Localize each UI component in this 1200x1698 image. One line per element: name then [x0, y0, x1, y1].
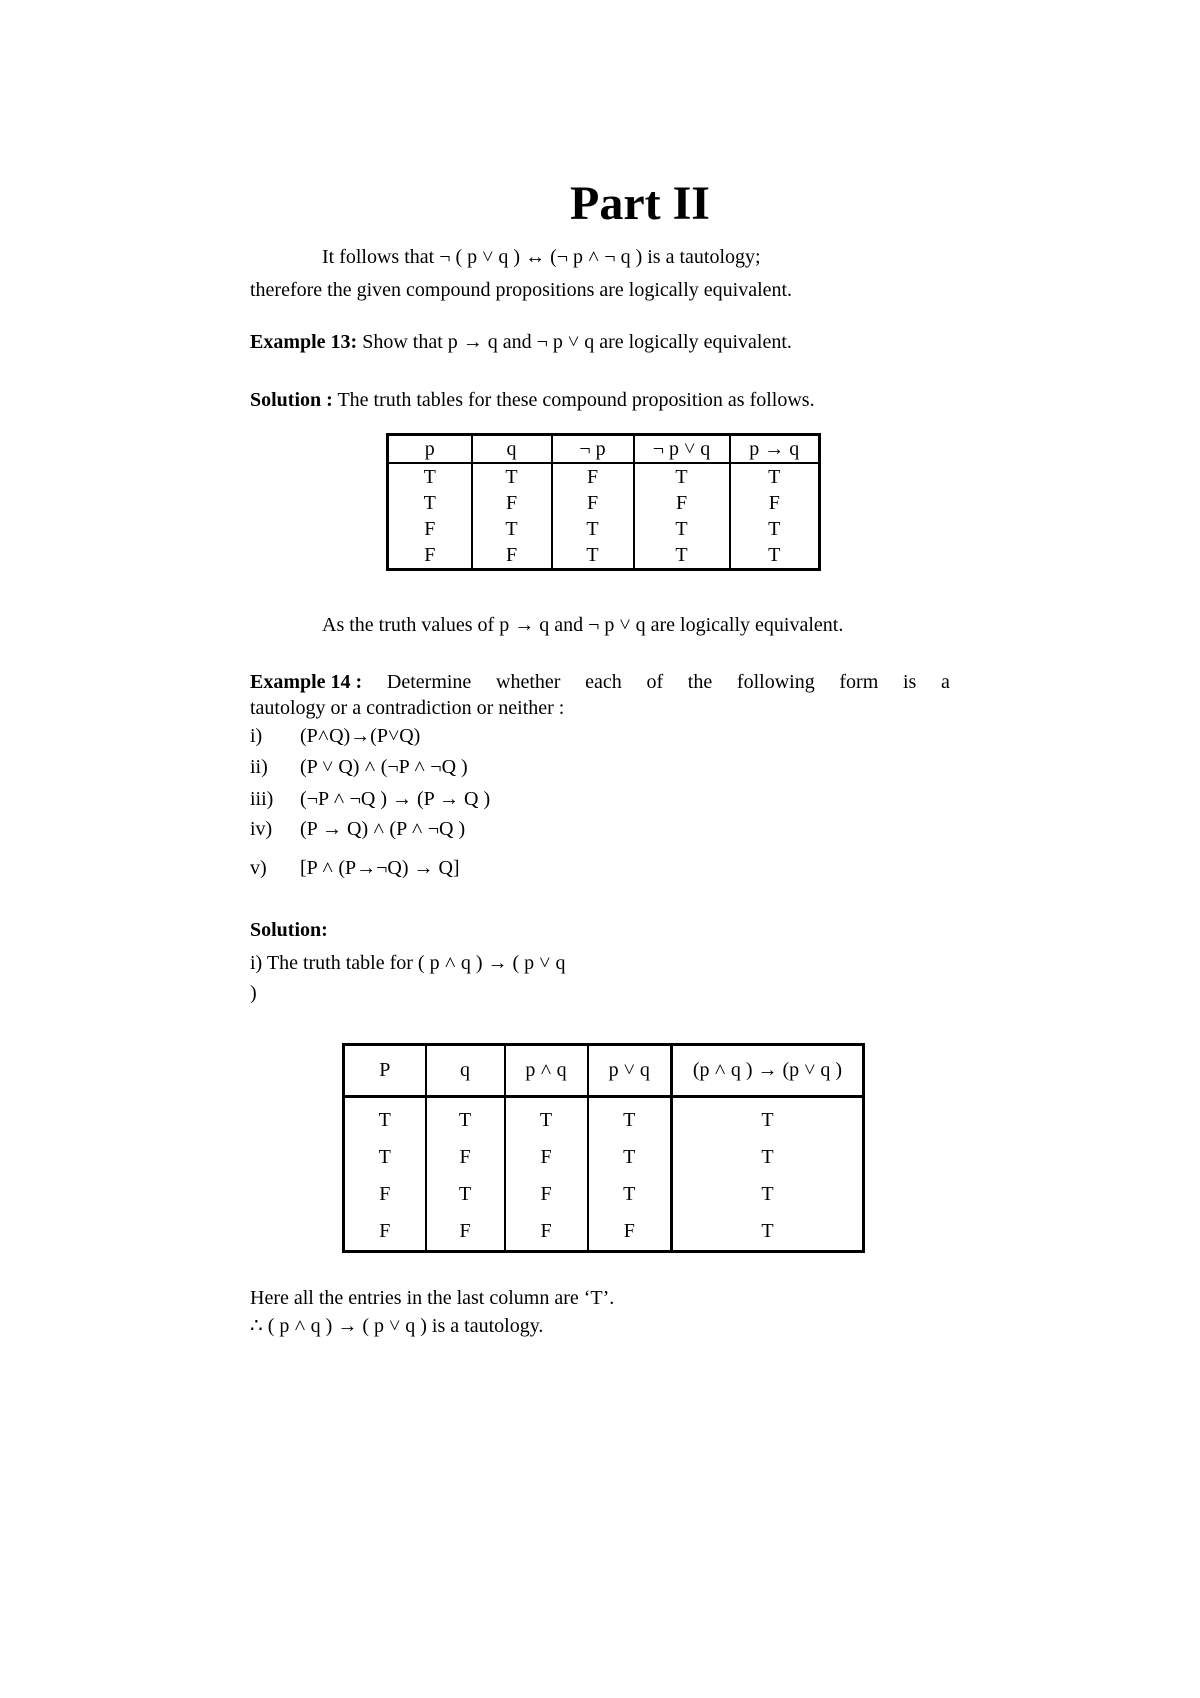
table-1-row [388, 542, 820, 570]
example-14-item [250, 856, 460, 880]
table-2-cell: F [505, 1213, 588, 1252]
example-14-item [250, 724, 420, 748]
table-1-cell: F [424, 544, 436, 566]
example-14-word: form [839, 671, 879, 693]
table-2-cell: T [426, 1097, 505, 1140]
example-14-word: whether [496, 671, 561, 693]
table-2-cell: F [379, 1183, 391, 1205]
example-14-word: following [736, 671, 815, 693]
table-2-cell: T [378, 1146, 391, 1168]
table-1-cell: T [634, 542, 730, 570]
table-2-cell: T [672, 1213, 864, 1252]
example-14-word: the [687, 671, 713, 693]
table-1-cell: T [730, 463, 820, 490]
example-13 [250, 330, 792, 354]
table-2-header-cell: p ˅ q [588, 1045, 672, 1097]
example-14-item [250, 787, 490, 811]
table-2-cell: F [379, 1220, 391, 1242]
table-1-cell: T [634, 516, 730, 542]
table-1-cell: T [552, 542, 634, 570]
table-2-row [344, 1097, 864, 1140]
example-14-line-2: tautology or a contradiction or neither : [250, 697, 565, 719]
solution-14-label: Solution: [250, 919, 328, 941]
table-1-cell: F [552, 490, 634, 516]
truth-table-2 [342, 1043, 865, 1253]
truth-table-1 [386, 433, 821, 571]
page-title: Part II [570, 177, 710, 230]
intro-line-2: therefore the given compound propositions are logically equivalent. [250, 279, 793, 301]
table-1-cell: F [472, 490, 552, 516]
table-1-cell: T [472, 516, 552, 542]
table-2-cell: T [672, 1176, 864, 1213]
table-2-cell: F [426, 1139, 505, 1176]
item-number: iv) [250, 818, 273, 840]
item-expression: (P → Q) ˄ (P ˄ ¬Q ) [300, 818, 466, 840]
table-1-header-cell: p [388, 435, 472, 464]
table-1-cell: T [730, 516, 820, 542]
example-14-statement [250, 670, 950, 694]
item-number: i) [250, 725, 263, 747]
table-2-header-cell: (p ˄ q ) → (p ˅ q ) [672, 1045, 864, 1097]
table-1-cell: T [552, 516, 634, 542]
table-1-row [388, 463, 820, 490]
table-1-cell: T [423, 492, 436, 514]
table-2-cell: F [588, 1213, 672, 1252]
example-13-label: Example 13: [250, 331, 358, 353]
table-1-cell: F [730, 490, 820, 516]
item-expression: (P˄Q)→(P˅Q) [300, 725, 421, 747]
table-2-header-cell: p ˄ q [505, 1045, 588, 1097]
table-1-header-cell: ¬ p ˅ q [634, 435, 730, 464]
table-2-cell: T [588, 1176, 672, 1213]
closing-line-2: ∴ ( p ˄ q ) → ( p ˅ q ) is a tautology. [250, 1315, 544, 1337]
solution-13 [250, 388, 815, 412]
table-1-header-cell: p → q [730, 435, 820, 464]
table-2-row [344, 1213, 864, 1252]
table-2-row [344, 1176, 864, 1213]
table-2-cell: T [672, 1097, 864, 1140]
table-2-cell: T [588, 1139, 672, 1176]
example-13-text: Show that p → q and ¬ p ˅ q are logically equivalent. [362, 331, 792, 353]
item-number: ii) [250, 756, 268, 778]
example-14-item [250, 755, 468, 779]
table-2-header-cell: q [426, 1045, 505, 1097]
example-14-word: a [941, 671, 950, 693]
example-14-word: of [646, 671, 664, 693]
example-14-word: each [585, 671, 622, 693]
example-14-label: Example 14 : [250, 671, 363, 693]
closing-line-1: Here all the entries in the last column are ‘T’. [250, 1287, 615, 1309]
table-1-cell: T [730, 542, 820, 570]
conclusion-13: As the truth values of p → q and ¬ p ˅ q are logically equivalent. [322, 614, 844, 636]
solution-13-text: The truth tables for these compound proposition as follows. [337, 389, 815, 411]
example-14-item [250, 817, 465, 841]
item-number: v) [250, 857, 267, 879]
example-14-word: Determine [386, 671, 472, 693]
table-2-cell: T [426, 1176, 505, 1213]
table-1-cell: T [634, 463, 730, 490]
item-expression: [P ˄ (P→¬Q) → Q] [300, 857, 460, 879]
solution-13-label: Solution : [250, 389, 333, 411]
table-2-cell: T [505, 1097, 588, 1140]
table-1-cell: F [634, 490, 730, 516]
table-1-cell: T [423, 466, 436, 488]
table-2-cell: T [588, 1097, 672, 1140]
table-2-cell: F [505, 1139, 588, 1176]
solution-14-line-1: i) The truth table for ( p ˄ q ) → ( p ˅ q [250, 952, 566, 974]
table-2-header-row [344, 1045, 864, 1097]
item-expression: (P ˅ Q) ˄ (¬P ˄ ¬Q ) [300, 756, 468, 778]
table-1-row [388, 516, 820, 542]
table-1-row [388, 490, 820, 516]
table-1-header-cell: ¬ p [552, 435, 634, 464]
example-14-word: is [902, 671, 917, 693]
table-1-header-cell: q [472, 435, 552, 464]
table-2-cell: T [672, 1139, 864, 1176]
example-14-line-1 [250, 670, 950, 694]
table-2-cell: F [426, 1213, 505, 1252]
table-1-cell: F [552, 463, 634, 490]
item-number: iii) [250, 788, 274, 810]
table-1-cell: F [424, 518, 436, 540]
table-2-row [344, 1139, 864, 1176]
table-2-cell: F [505, 1176, 588, 1213]
table-1-cell: F [472, 542, 552, 570]
table-1-header-row [388, 435, 820, 464]
table-1-cell: T [472, 463, 552, 490]
table-2-cell: T [378, 1109, 391, 1131]
solution-14-line-2: ) [250, 982, 257, 1004]
table-2-header-cell: P [344, 1045, 426, 1097]
intro-line-1: It follows that ¬ ( p ˅ q ) ↔ (¬ p ˄ ¬ q ) is a tautology; [322, 246, 761, 268]
item-expression: (¬P ˄ ¬Q ) → (P → Q ) [300, 788, 491, 810]
